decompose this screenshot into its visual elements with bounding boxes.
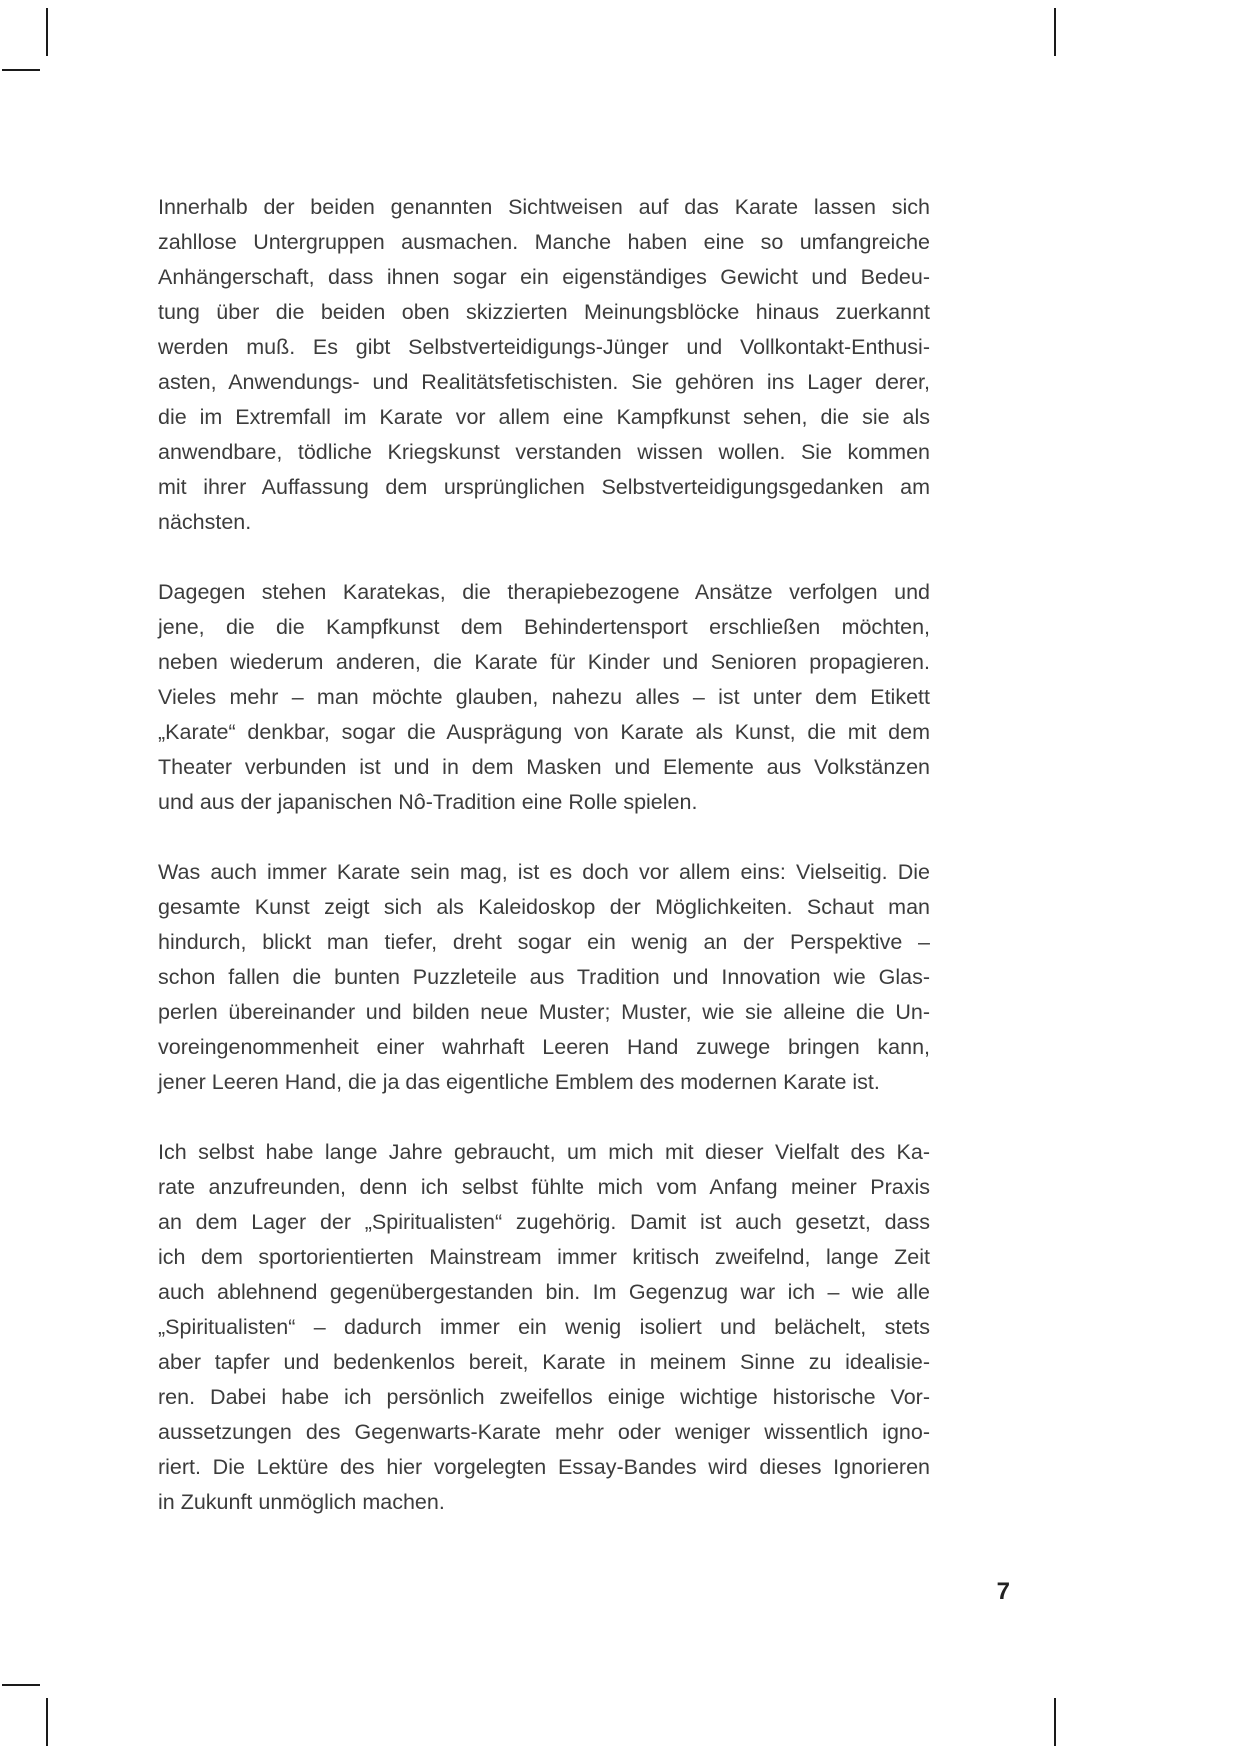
- text-line: Anhängerschaft, dass ihnen sogar ein eigenständiges Gewicht und Bedeu-: [158, 265, 930, 289]
- text-line: hindurch, blickt man tiefer, dreht sogar ein wenig an der Perspektive –: [158, 930, 930, 954]
- text-line: in Zukunft unmöglich machen.: [158, 1490, 445, 1514]
- crop-mark-bottom-right-vertical: [1054, 1698, 1056, 1746]
- text-line: die im Extremfall im Karate vor allem eine Kampfkunst sehen, die sie als: [158, 405, 930, 429]
- crop-mark-bottom-left-horizontal: [2, 1684, 40, 1686]
- text-line: voreingenommenheit einer wahrhaft Leeren Hand zuwege bringen kann,: [158, 1035, 930, 1059]
- text-line: mit ihrer Auffassung dem ursprünglichen Selbstverteidigungsgedanken am: [158, 475, 930, 499]
- text-line: jener Leeren Hand, die ja das eigentliche Emblem des modernen Karate ist.: [158, 1070, 880, 1094]
- text-line: riert. Die Lektüre des hier vorgelegten Essay-Bandes wird dieses Ignorieren: [158, 1455, 930, 1479]
- text-line: Vieles mehr – man möchte glauben, nahezu alles – ist unter dem Etikett: [158, 685, 930, 709]
- text-line: tung über die beiden oben skizzierten Meinungsblöcke hinaus zuerkannt: [158, 300, 930, 324]
- text-line: „Spiritualisten“ – dadurch immer ein wenig isoliert und belächelt, stets: [158, 1315, 930, 1339]
- paragraph: [158, 1135, 930, 1520]
- text-line: zahllose Untergruppen ausmachen. Manche haben eine so umfangreiche: [158, 230, 930, 254]
- text-line: Innerhalb der beiden genannten Sichtweisen auf das Karate lassen sich: [158, 195, 930, 219]
- text-line: werden muß. Es gibt Selbstverteidigungs-Jünger und Vollkontakt-Enthusi-: [158, 335, 930, 359]
- text-line: jene, die die Kampfkunst dem Behindertensport erschließen möchten,: [158, 615, 930, 639]
- text-line: anwendbare, tödliche Kriegskunst verstanden wissen wollen. Sie kommen: [158, 440, 930, 464]
- text-line: gesamte Kunst zeigt sich als Kaleidoskop der Möglichkeiten. Schaut man: [158, 895, 930, 919]
- text-line: nächsten.: [158, 510, 252, 534]
- page-number: 7: [996, 1578, 1010, 1605]
- paragraph: [158, 855, 930, 1100]
- text-line: auch ablehnend gegenübergestanden bin. Im Gegenzug war ich – wie alle: [158, 1280, 930, 1304]
- crop-mark-bottom-left-vertical: [46, 1698, 48, 1746]
- text-line: „Karate“ denkbar, sogar die Ausprägung von Karate als Kunst, die mit dem: [158, 720, 930, 744]
- text-line: schon fallen die bunten Puzzleteile aus Tradition und Innovation wie Glas-: [158, 965, 930, 989]
- text-line: Ich selbst habe lange Jahre gebraucht, um mich mit dieser Vielfalt des Ka-: [158, 1140, 930, 1164]
- text-line: aber tapfer und bedenkenlos bereit, Karate in meinem Sinne zu idealisie-: [158, 1350, 930, 1374]
- text-line: Was auch immer Karate sein mag, ist es doch vor allem eins: Vielseitig. Die: [158, 860, 930, 884]
- text-line: asten, Anwendungs- und Realitätsfetischisten. Sie gehören ins Lager derer,: [158, 370, 930, 394]
- text-line: aussetzungen des Gegenwarts-Karate mehr oder weniger wissentlich igno-: [158, 1420, 930, 1444]
- paragraph: [158, 190, 930, 540]
- text-line: Theater verbunden ist und in dem Masken und Elemente aus Volkstänzen: [158, 755, 930, 779]
- crop-mark-top-left-horizontal: [2, 69, 40, 71]
- text-line: an dem Lager der „Spiritualisten“ zugehörig. Damit ist auch gesetzt, dass: [158, 1210, 930, 1234]
- text-line: ich dem sportorientierten Mainstream immer kritisch zweifelnd, lange Zeit: [158, 1245, 930, 1269]
- crop-mark-top-right-vertical: [1054, 8, 1056, 56]
- crop-mark-top-left-vertical: [46, 8, 48, 56]
- text-line: Dagegen stehen Karatekas, die therapiebezogene Ansätze verfolgen und: [158, 580, 930, 604]
- paragraph: [158, 575, 930, 820]
- text-line: und aus der japanischen Nô-Tradition eine Rolle spielen.: [158, 790, 698, 814]
- text-line: ren. Dabei habe ich persönlich zweifellos einige wichtige historische Vor-: [158, 1385, 930, 1409]
- body-text: [158, 190, 930, 1520]
- text-line: rate anzufreunden, denn ich selbst fühlte mich vom Anfang meiner Praxis: [158, 1175, 930, 1199]
- text-line: neben wiederum anderen, die Karate für Kinder und Senioren propagieren.: [158, 650, 930, 674]
- text-line: perlen übereinander und bilden neue Muster; Muster, wie sie alleine die Un-: [158, 1000, 930, 1024]
